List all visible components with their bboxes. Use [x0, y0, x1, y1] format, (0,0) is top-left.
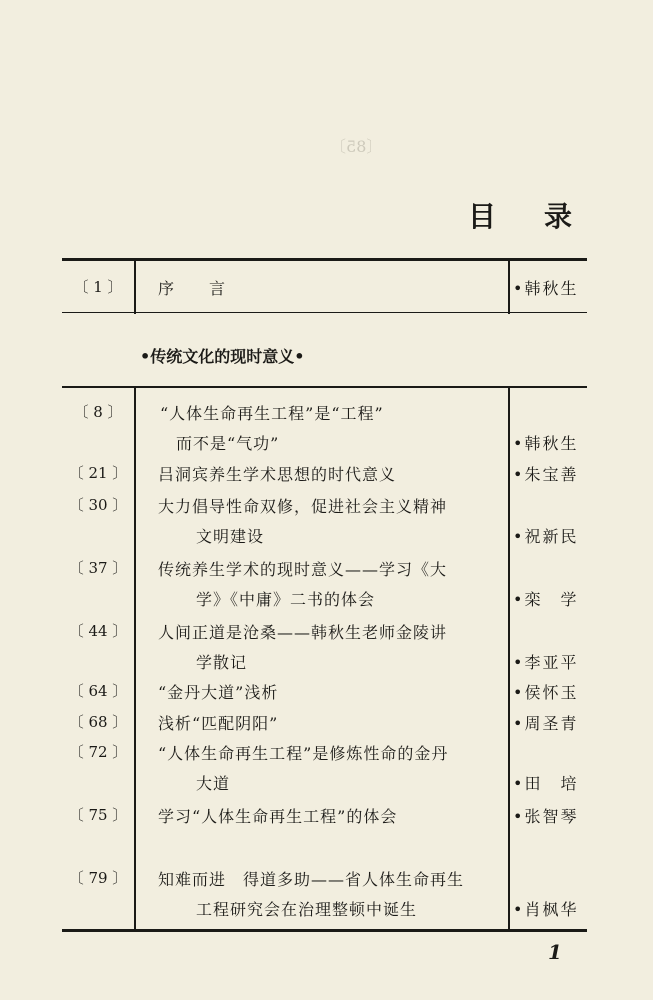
- toc-page-num: 〔 79 〕: [68, 869, 128, 887]
- toc-page-num: 〔 21 〕: [68, 464, 128, 482]
- toc-title-line2: 学》《中庸》二书的体会: [196, 590, 376, 609]
- toc-page-num: 〔 64 〕: [68, 682, 128, 700]
- toc-row: [0, 711, 653, 741]
- toc-title-line2: 学散记: [196, 653, 248, 672]
- toc-page-num: 〔 37 〕: [68, 559, 128, 577]
- toc-author: •栾 学: [513, 590, 579, 609]
- toc-author: •张智琴: [513, 807, 579, 826]
- toc-title-line1: 浅析“匹配阴阳”: [158, 714, 279, 733]
- toc-row: [0, 401, 653, 453]
- toc-heading: [468, 195, 572, 235]
- toc-title-line2: 大道: [196, 774, 231, 793]
- toc-row: [0, 462, 653, 492]
- page-number: 1: [548, 940, 562, 964]
- toc-page-num: 〔 8 〕: [73, 403, 123, 421]
- toc-title-line2: 工程研究会在治理整顿中诞生: [196, 900, 418, 919]
- toc-author: •祝新民: [513, 527, 579, 546]
- toc-author: •韩秋生: [513, 279, 579, 298]
- toc-heading-char-1: 目: [468, 200, 497, 233]
- toc-title-line2: 文明建设: [196, 527, 265, 546]
- toc-page-num: 〔 75 〕: [68, 806, 128, 824]
- toc-row: [0, 867, 653, 919]
- toc-page-num: 〔 30 〕: [68, 496, 128, 514]
- toc-title-line1: 吕洞宾养生学术思想的时代意义: [158, 465, 397, 484]
- toc-author: •韩秋生: [513, 434, 579, 453]
- toc-page-num: 〔 72 〕: [68, 743, 128, 761]
- toc-title-line1: 知难而进 得道多助——省人体生命再生: [158, 870, 465, 889]
- toc-row: [0, 680, 653, 710]
- section-title: •传统文化的现时意义•: [140, 347, 305, 366]
- toc-title-line1: “金丹大道”浅析: [158, 683, 279, 702]
- toc-author: •侯怀玉: [513, 683, 579, 702]
- show-through-text: 〔85〕: [330, 137, 383, 156]
- toc-title-line1: “人体生命再生工程”是“工程”: [160, 404, 384, 423]
- toc-title-line1: 学习“人体生命再生工程”的体会: [158, 807, 398, 826]
- toc-row: [0, 620, 653, 672]
- toc-row: [0, 741, 653, 793]
- toc-author: •朱宝善: [513, 465, 579, 484]
- toc-title: 序 言: [158, 279, 227, 298]
- toc-page-num: 〔 68 〕: [68, 713, 128, 731]
- toc-author: •李亚平: [513, 653, 579, 672]
- toc-heading-char-2: 录: [544, 200, 573, 233]
- toc-row: [0, 557, 653, 609]
- toc-author: •周圣青: [513, 714, 579, 733]
- toc-row: [0, 804, 653, 834]
- toc-page-num: 〔 44 〕: [68, 622, 128, 640]
- toc-page-num: 〔 1 〕: [73, 278, 123, 296]
- toc-title-line1: 传统养生学术的现时意义——学习《大: [158, 560, 448, 579]
- toc-author: •肖枫华: [513, 900, 579, 919]
- toc-title-line1: 人间正道是沧桑——韩秋生老师金陵讲: [158, 623, 448, 642]
- toc-title-line1: “人体生命再生工程”是修炼性命的金丹: [158, 744, 449, 763]
- toc-author: •田 培: [513, 774, 579, 793]
- toc-title-line2: 而不是“气功”: [176, 434, 280, 453]
- toc-row-preface: [0, 276, 653, 306]
- toc-title-line1: 大力倡导性命双修，促进社会主义精神: [158, 497, 448, 516]
- toc-row: [0, 494, 653, 546]
